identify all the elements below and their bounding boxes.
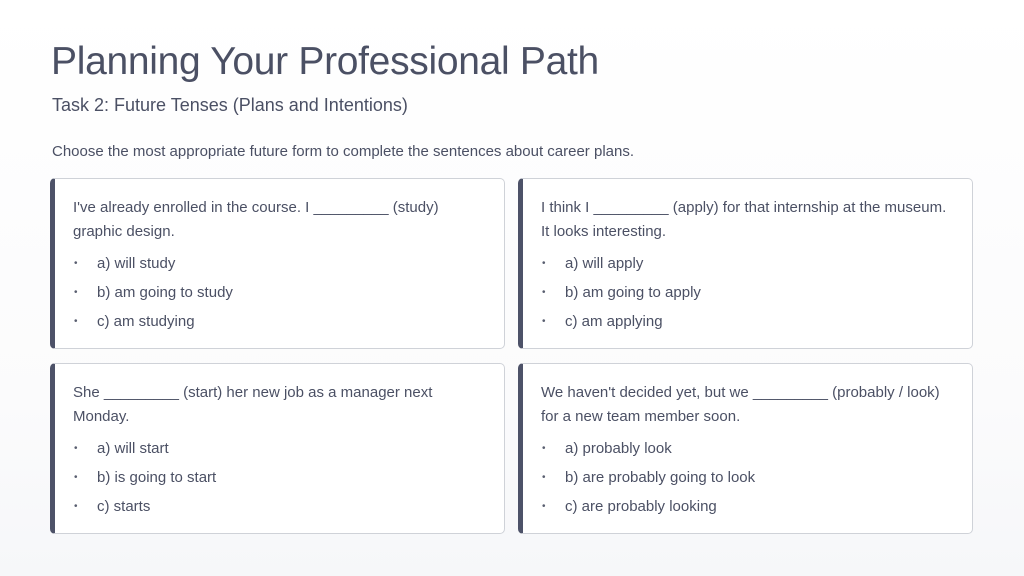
bullet-icon: • (74, 472, 78, 483)
option-item[interactable] (541, 492, 952, 521)
question-card-4 (518, 363, 973, 534)
option-label: a) probably look (565, 440, 672, 457)
option-item[interactable] (541, 307, 952, 336)
question-prompt: We haven't decided yet, but we _________ (probably / look) for a new team member soon. (541, 384, 940, 425)
option-label: c) are probably looking (565, 498, 717, 515)
page-subtitle: Task 2: Future Tenses (Plans and Intentions) (52, 95, 408, 115)
option-item[interactable] (541, 434, 952, 463)
question-card-3 (50, 363, 505, 534)
bullet-icon: • (542, 287, 546, 298)
bullet-icon: • (74, 258, 78, 269)
option-label: b) are probably going to look (565, 469, 756, 486)
bullet-icon: • (74, 316, 78, 327)
question-card-2 (518, 178, 973, 349)
bullet-icon: • (542, 472, 546, 483)
option-item[interactable] (73, 307, 484, 336)
question-prompt: I think I _________ (apply) for that internship at the museum. It looks interesting. (541, 199, 947, 240)
option-label: a) will apply (565, 255, 644, 272)
option-label: b) am going to study (97, 284, 233, 301)
option-label: b) am going to apply (565, 284, 701, 301)
option-label: a) will study (97, 255, 176, 272)
option-label: c) starts (97, 498, 151, 515)
bullet-icon: • (542, 258, 546, 269)
option-item[interactable] (541, 249, 952, 278)
option-item[interactable] (73, 249, 484, 278)
option-item[interactable] (73, 278, 484, 307)
bullet-icon: • (74, 287, 78, 298)
option-list (541, 434, 952, 521)
question-prompt: She _________ (start) her new job as a manager next Monday. (73, 384, 433, 425)
question-card-1 (50, 178, 505, 349)
bullet-icon: • (542, 443, 546, 454)
option-item[interactable] (541, 278, 952, 307)
option-label: b) is going to start (97, 469, 217, 486)
option-item[interactable] (73, 434, 484, 463)
option-list (73, 249, 484, 336)
option-item[interactable] (73, 492, 484, 521)
option-label: c) am studying (97, 313, 195, 330)
option-list (73, 434, 484, 521)
instructions-text: Choose the most appropriate future form to complete the sentences about career plans. (52, 143, 634, 160)
page-title: Planning Your Professional Path (51, 40, 599, 83)
option-label: a) will start (97, 440, 169, 457)
bullet-icon: • (74, 443, 78, 454)
option-list (541, 249, 952, 336)
bullet-icon: • (542, 501, 546, 512)
bullet-icon: • (542, 316, 546, 327)
bullet-icon: • (74, 501, 78, 512)
option-item[interactable] (73, 463, 484, 492)
question-prompt: I've already enrolled in the course. I _________ (study) graphic design. (73, 199, 439, 240)
option-item[interactable] (541, 463, 952, 492)
option-label: c) am applying (565, 313, 663, 330)
